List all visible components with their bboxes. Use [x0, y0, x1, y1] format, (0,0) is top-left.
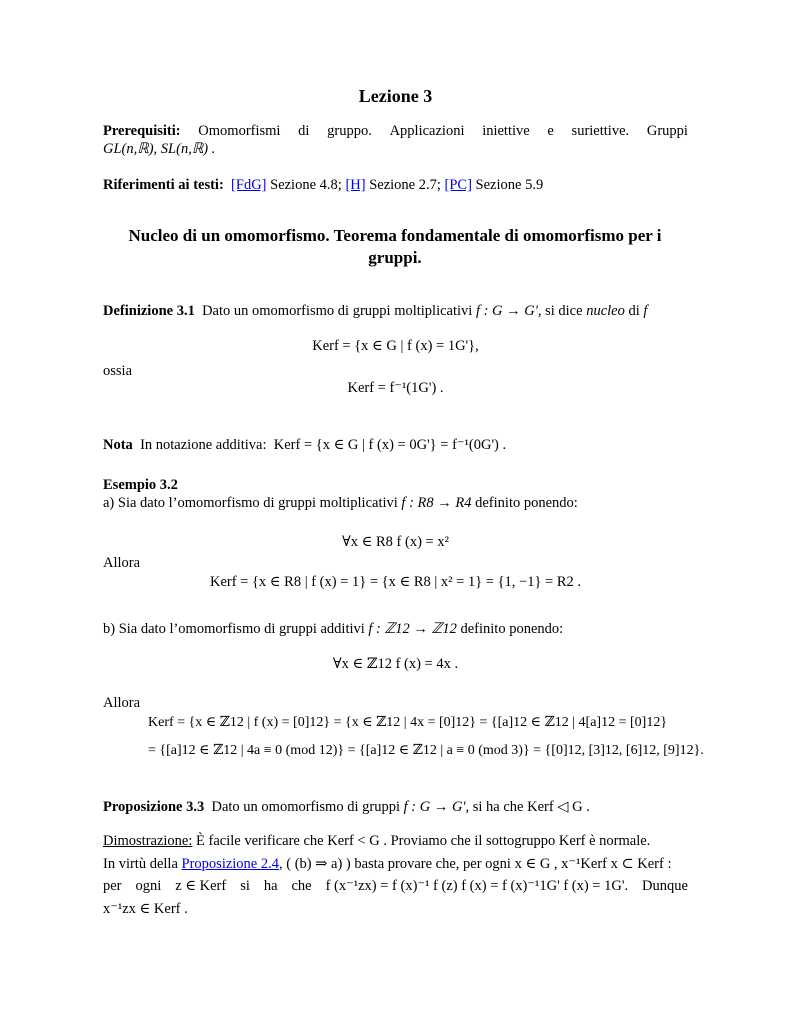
proposition-label: Proposizione 3.3: [103, 799, 205, 815]
example-b-allora: Allora: [103, 695, 141, 711]
proof-line-4: x⁻¹zx ∈ Kerf .: [103, 901, 188, 917]
example-b-formula: ∀x ∈ ℤ12 f (x) = 4x .: [332, 656, 459, 672]
example-b-kernel-1: Kerf = {x ∈ ℤ12 | f (x) = [0]12} = {x ∈ ℤ12 | 4x = [0]12} = {[a]12 ∈ ℤ12 | 4[a]12 = [0]12}: [148, 715, 668, 730]
example-a-formula: ∀x ∈ R8 f (x) = x²: [342, 534, 449, 550]
prerequisites-line: Prerequisiti: Omomorfismi di gruppo. Applicazioni iniettive e suriettive. Gruppi: [103, 123, 688, 139]
proof-line-3: per ogni z ∈ Kerf si ha che f (x⁻¹zx) = f (x)⁻¹ f (z) f (x) = f (x)⁻¹1G' f (x) = 1G'. Dunque: [103, 878, 688, 894]
example-b-kernel-2: = {[a]12 ∈ ℤ12 | 4a ≡ 0 (mod 12)} = {[a]12 ∈ ℤ12 | a ≡ 0 (mod 3)} = {[0]12, [3]12, [6]12, [9]12}.: [148, 743, 704, 758]
ossia-text: ossia: [103, 363, 132, 379]
example-a-kernel: Kerf = {x ∈ R8 | f (x) = 1} = {x ∈ R8 | x² = 1} = {1, −1} = R2 .: [209, 574, 582, 590]
ref-fdg-link[interactable]: [FdG]: [231, 177, 267, 193]
proof-label: Dimostrazione:: [103, 833, 193, 849]
example-a-allora: Allora: [103, 555, 141, 571]
nota-formula: Kerf = {x ∈ G | f (x) = 0G'} = f⁻¹(0G') .: [273, 437, 507, 453]
example-b-line: b) Sia dato l’omomorfismo di gruppi additivi f : ℤ12 → ℤ12 definito ponendo:: [103, 621, 564, 637]
section-heading: Nucleo di un omomorfismo. Teorema fondamentale di omomorfismo per i gruppi.: [128, 226, 662, 267]
definition-formula-2: Kerf = f⁻¹(1G') .: [347, 380, 444, 396]
example-a-math: f : R8 → R4: [401, 495, 472, 511]
proposition-claim: Kerf ◁ G .: [527, 799, 590, 815]
example-label: Esempio 3.2: [103, 477, 178, 493]
nota-line: Nota In notazione additiva: Kerf = {x ∈ G | f (x) = 0G'} = f⁻¹(0G') .: [103, 437, 507, 453]
proposition-line: Proposizione 3.3 Dato un omomorfismo di gruppi f : G → G', si ha che Kerf ◁ G .: [103, 799, 590, 815]
proposition-2-4-link[interactable]: Proposizione 2.4: [181, 856, 279, 872]
definition-formula-1: Kerf = {x ∈ G | f (x) = 1G'},: [312, 338, 479, 354]
prerequisites-label: Prerequisiti:: [103, 123, 181, 139]
definition-term: nucleo: [586, 303, 625, 319]
ref-pc-link[interactable]: [PC]: [444, 177, 472, 193]
definition-line: Definizione 3.1 Dato un omomorfismo di gruppi moltiplicativi f : G → G', si dice nucleo di f: [103, 303, 648, 319]
example-a-line: a) Sia dato l’omomorfismo di gruppi moltiplicativi f : R8 → R4 definito ponendo:: [103, 495, 578, 511]
references-line: Riferimenti ai testi: [FdG] Sezione 4.8; [H] Sezione 2.7; [PC] Sezione 5.9: [103, 177, 544, 193]
proposition-math: f : G → G': [403, 799, 466, 815]
example-b-math: f : ℤ12 → ℤ12: [368, 621, 457, 637]
lesson-title: Lezione 3: [358, 86, 433, 106]
definition-label: Definizione 3.1: [103, 303, 195, 319]
ref-h-link[interactable]: [H]: [345, 177, 366, 193]
proof-line-1: Dimostrazione: È facile verificare che Kerf < G . Proviamo che il sottogruppo Kerf è normale.: [103, 833, 651, 849]
references-label: Riferimenti ai testi:: [103, 177, 224, 193]
prerequisites-groups: GL(n,ℝ), SL(n,ℝ) .: [103, 141, 216, 157]
proof-line-2: In virtù della Proposizione 2.4, ( (b) ⇒ a) ) basta provare che, per ogni x ∈ G , x⁻¹Kerf x ⊂ Kerf :: [103, 856, 672, 872]
nota-label: Nota: [103, 437, 133, 453]
definition-math: f : G → G': [475, 303, 538, 319]
